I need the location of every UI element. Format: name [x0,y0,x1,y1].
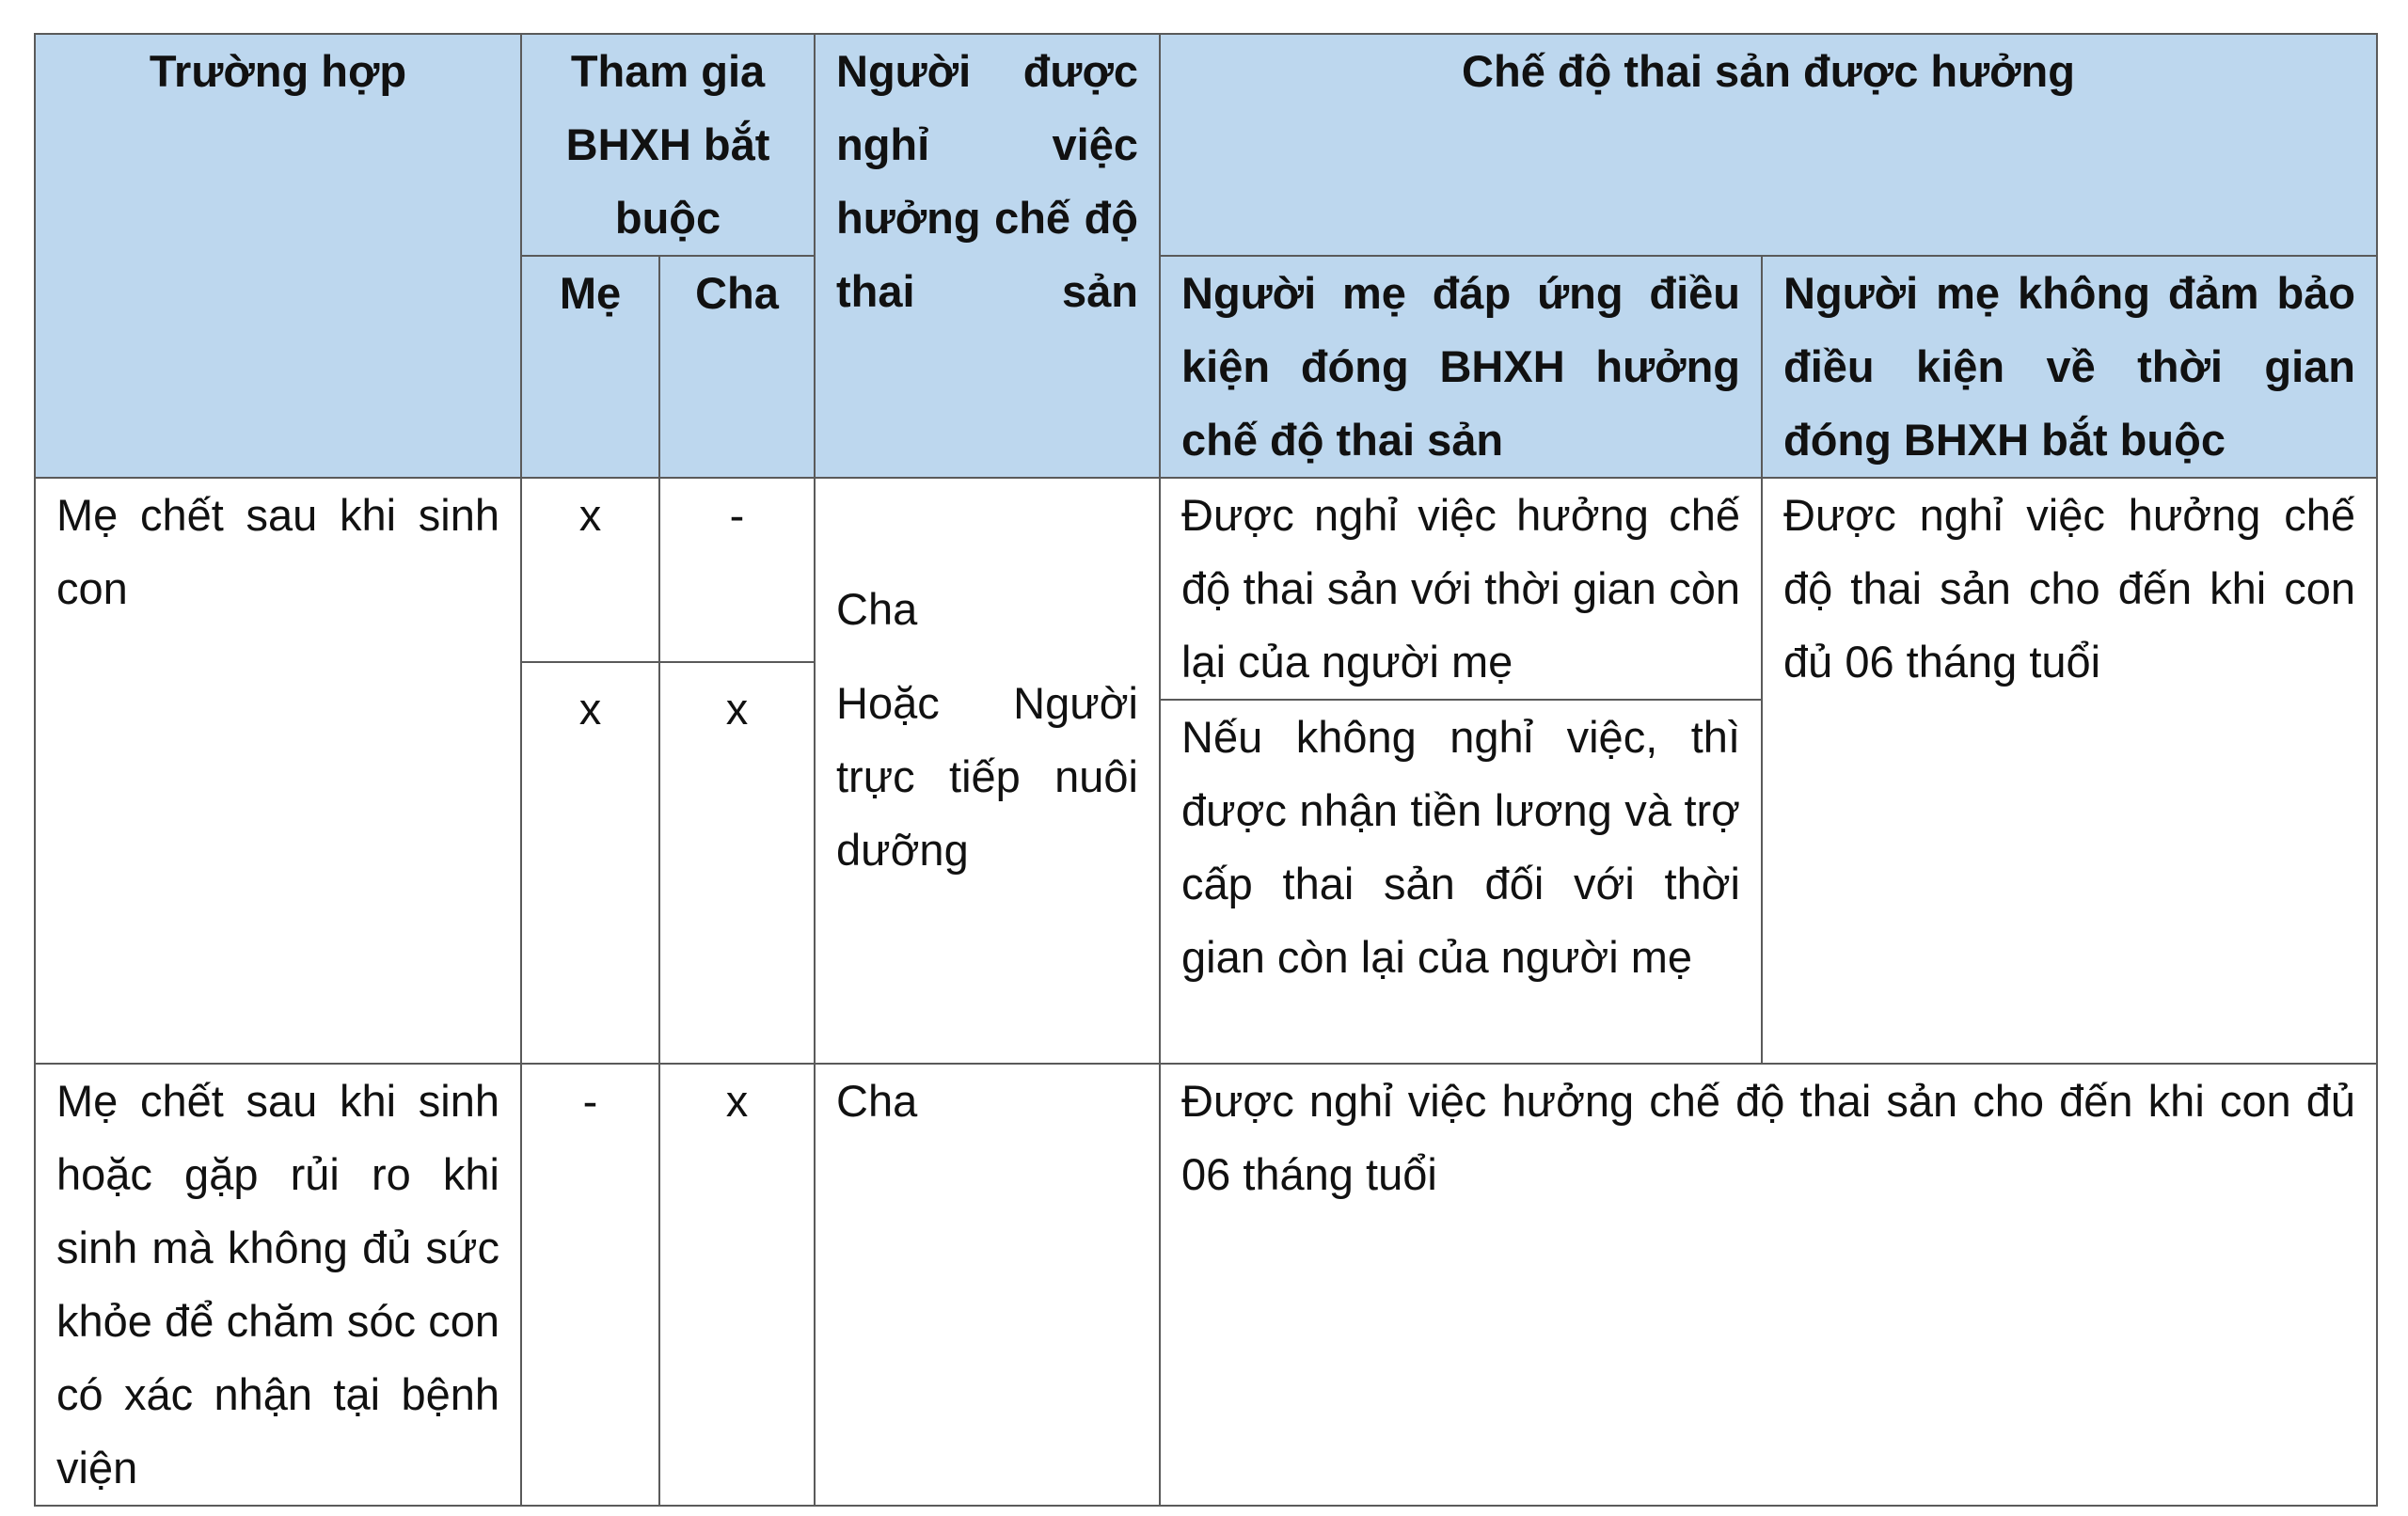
me-value: x [578,490,602,540]
benefit-a2-text: Nếu không nghỉ việc, thì được nhận tiền lương và trợ cấp thai sản đối với thời gian còn lại của người mẹ [1181,712,1740,982]
header-me [521,256,659,478]
header-tham-gia [521,34,815,256]
recipient-cell [815,1064,1160,1506]
header-tham-gia-label: Tham gia BHXH bắt buộc [565,46,770,243]
benefit-text: Được nghỉ việc hưởng chế độ thai sản cho đến khi con đủ 06 tháng tuổi [1181,1076,2356,1199]
maternity-benefit-table [34,33,2378,1507]
header-che-do-label: Chế độ thai sản được hưởng [1462,46,2075,96]
cha-cell [659,662,815,1064]
header-khong-du-dieu-kien-label: Người mẹ không đảm bảo điều kiện về thời gian đóng BHXH bắt buộc [1783,268,2356,465]
header-me-label: Mẹ [559,268,622,318]
me-cell [521,478,659,662]
header-nguoi-nghi-label: Người được nghỉ việc hưởng chế độ thai sản [836,46,1138,316]
benefit-cell [1160,1064,2377,1506]
case-text: Mẹ chết sau khi sinh hoặc gặp rủi ro khi sinh mà không đủ sức khỏe để chăm sóc con có xác nhận tại bệnh viện [56,1076,499,1492]
case-cell [35,478,521,1064]
me-value: x [578,684,602,734]
cha-cell [659,478,815,662]
header-truong-hop-label: Trường hợp [149,46,407,96]
benefit-a2-cell [1160,700,1762,1064]
benefit-a1-cell [1160,478,1762,700]
table-row [35,478,2377,662]
cha-cell [659,1064,815,1506]
recipient-cell [815,478,1160,1064]
header-du-dieu-kien [1160,256,1762,478]
case-cell [35,1064,521,1506]
benefit-b-text: Được nghỉ việc hưởng chế độ thai sản cho đến khi con đủ 06 tháng tuổi [1783,490,2356,687]
table-row [35,1064,2377,1506]
me-cell [521,662,659,1064]
recipient-line-cha: Cha [836,584,918,634]
case-text: Mẹ chết sau khi sinh con [56,490,499,613]
header-cha [659,256,815,478]
benefit-b-cell [1762,478,2377,1064]
header-du-dieu-kien-label: Người mẹ đáp ứng điều kiện đóng BHXH hưởng chế độ thai sản [1181,268,1740,465]
cha-value: x [725,1076,749,1126]
me-cell [521,1064,659,1506]
recipient-text: Cha [836,1076,918,1126]
header-khong-du-dieu-kien [1762,256,2377,478]
header-truong-hop [35,34,521,478]
cha-value: - [729,490,745,540]
header-nguoi-nghi [815,34,1160,478]
me-value: - [582,1076,598,1126]
benefit-a1-text: Được nghỉ việc hưởng chế độ thai sản với thời gian còn lại của người mẹ [1181,490,1740,687]
recipient-line-hoac: Hoặc Người trực tiếp nuôi dưỡng [836,678,1138,875]
header-che-do [1160,34,2377,256]
cha-value: x [725,684,749,734]
header-cha-label: Cha [695,268,779,318]
